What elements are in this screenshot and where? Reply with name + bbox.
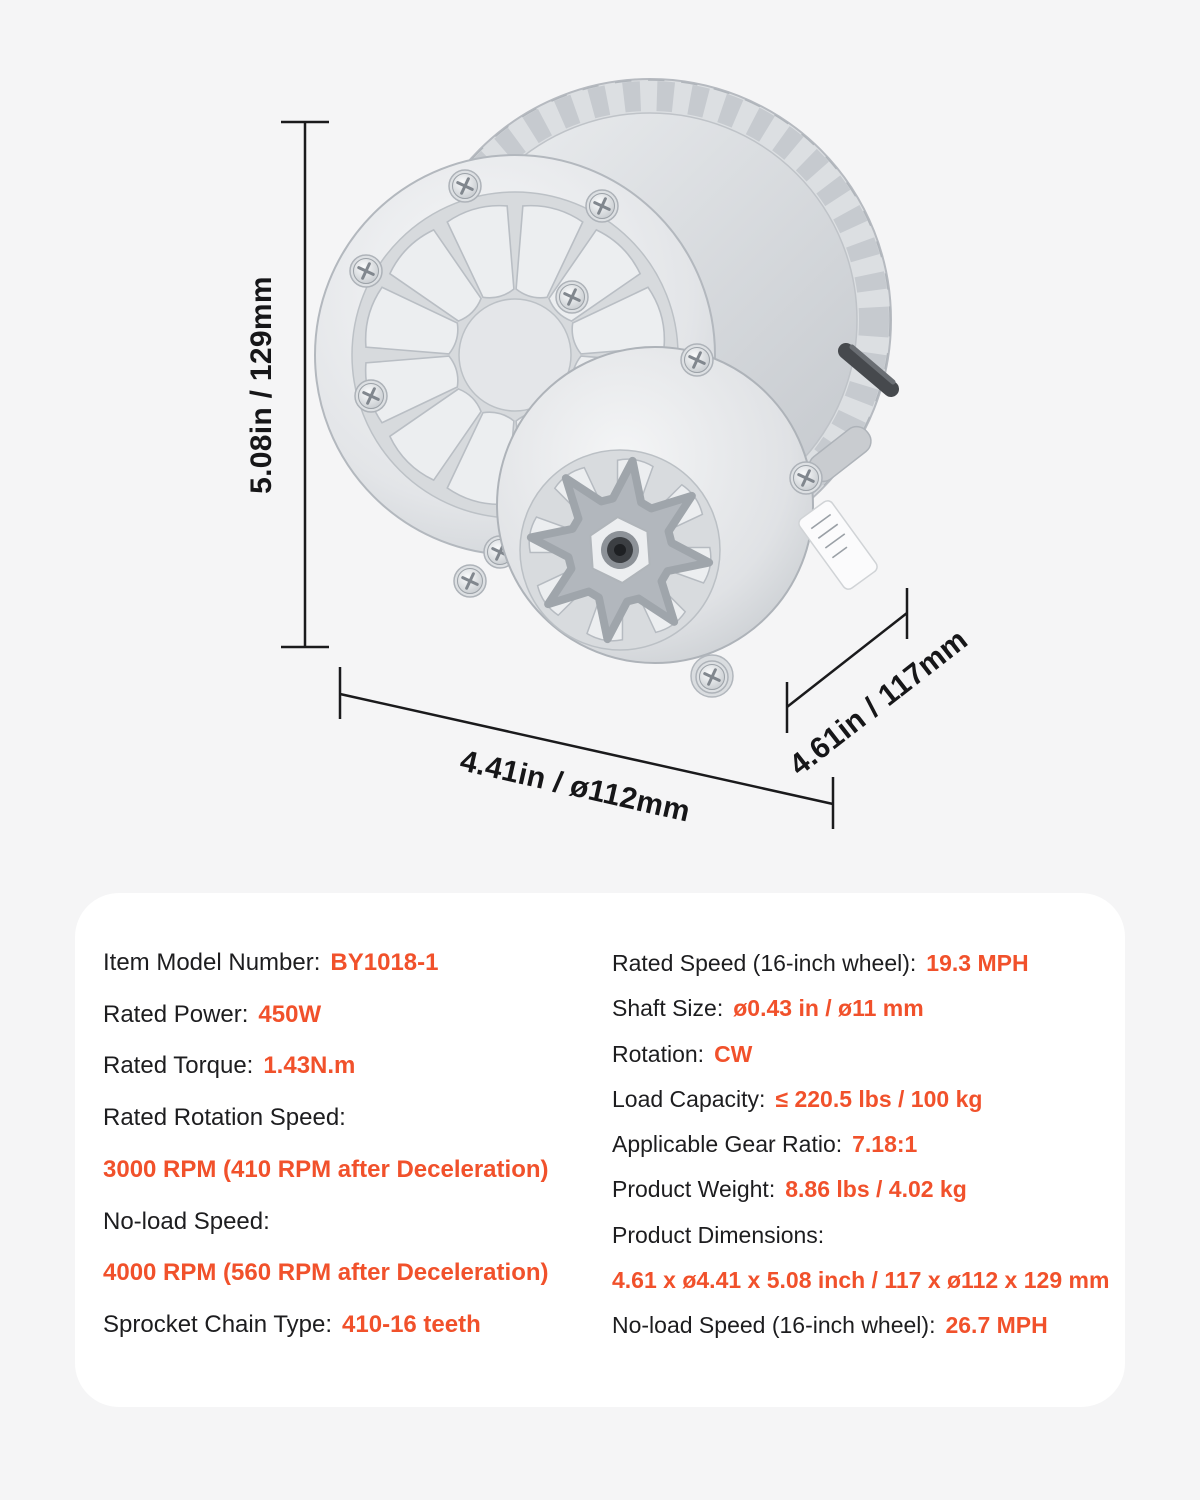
screw-icon — [350, 255, 382, 287]
spec-row — [103, 1155, 549, 1185]
spec-label: Shaft Size: — [612, 995, 724, 1022]
spec-row — [103, 1000, 549, 1030]
spec-row — [612, 1084, 1109, 1114]
spec-label: No-load Speed: — [103, 1207, 270, 1235]
screw-icon — [790, 462, 822, 494]
spec-row — [612, 1310, 1109, 1340]
spec-value: 4000 RPM (560 RPM after Deceleration) — [103, 1259, 549, 1287]
spec-row — [612, 1174, 1109, 1204]
spec-value: 1.43N.m — [263, 1052, 356, 1080]
spec-label: Sprocket Chain Type: — [103, 1310, 333, 1338]
spec-value: 3000 RPM (410 RPM after Deceleration) — [103, 1155, 549, 1183]
spec-row — [612, 1039, 1109, 1069]
spec-label: Rotation: — [612, 1040, 705, 1067]
spec-label: No-load Speed (16-inch wheel): — [612, 1312, 936, 1338]
spec-row — [103, 1310, 549, 1340]
spec-column-left — [103, 948, 549, 1340]
spec-value: 8.86 lbs / 4.02 kg — [785, 1176, 967, 1203]
spec-value: ≤ 220.5 lbs / 100 kg — [775, 1085, 983, 1112]
screw-icon — [449, 170, 481, 202]
spec-label-sticker — [797, 498, 880, 591]
spec-row — [103, 948, 549, 978]
screw-icon — [696, 661, 728, 693]
spec-row — [103, 1258, 549, 1288]
spec-value: 450W — [258, 1000, 322, 1028]
spec-label: Rated Speed (16-inch wheel): — [612, 950, 917, 976]
screw-icon — [681, 344, 713, 376]
spec-label: Product Weight: — [612, 1176, 776, 1203]
spec-label: Product Dimensions: — [612, 1221, 825, 1248]
spec-label: Rated Power: — [103, 1000, 249, 1028]
spec-row — [612, 1220, 1109, 1250]
spec-row — [103, 1207, 549, 1237]
spec-row — [612, 993, 1109, 1023]
depth-dimension-label: 4.61in / 117mm — [783, 623, 974, 783]
spec-value: CW — [714, 1040, 753, 1067]
spec-value: 26.7 MPH — [945, 1312, 1048, 1338]
diameter-dimension-label: 4.41in / ø112mm — [457, 744, 694, 829]
screw-icon — [586, 190, 618, 222]
spec-row — [103, 1051, 549, 1081]
screw-icon — [355, 380, 387, 412]
spec-column-right — [612, 948, 1109, 1340]
spec-label: Rated Rotation Speed: — [103, 1104, 346, 1132]
spec-row — [612, 948, 1109, 978]
spec-value: 410-16 teeth — [342, 1310, 481, 1338]
spec-label: Item Model Number: — [103, 949, 321, 976]
spec-label: Applicable Gear Ratio: — [612, 1131, 843, 1157]
spec-label: Rated Torque: — [103, 1052, 254, 1080]
spec-value: BY1018-1 — [330, 949, 439, 976]
spec-value: 7.18:1 — [852, 1131, 918, 1157]
screw-icon — [556, 281, 588, 313]
spec-value: 19.3 MPH — [926, 950, 1029, 976]
height-dimension-label: 5.08in / 129mm — [245, 276, 278, 494]
spec-value: ø0.43 in / ø11 mm — [733, 995, 924, 1022]
spec-label: Load Capacity: — [612, 1085, 766, 1112]
screw-icon — [454, 565, 486, 597]
spec-row — [612, 1265, 1109, 1295]
spec-value: 4.61 x ø4.41 x 5.08 inch / 117 x ø112 x 129 mm — [612, 1266, 1110, 1293]
spec-row — [612, 1129, 1109, 1159]
spec-row — [103, 1103, 549, 1133]
